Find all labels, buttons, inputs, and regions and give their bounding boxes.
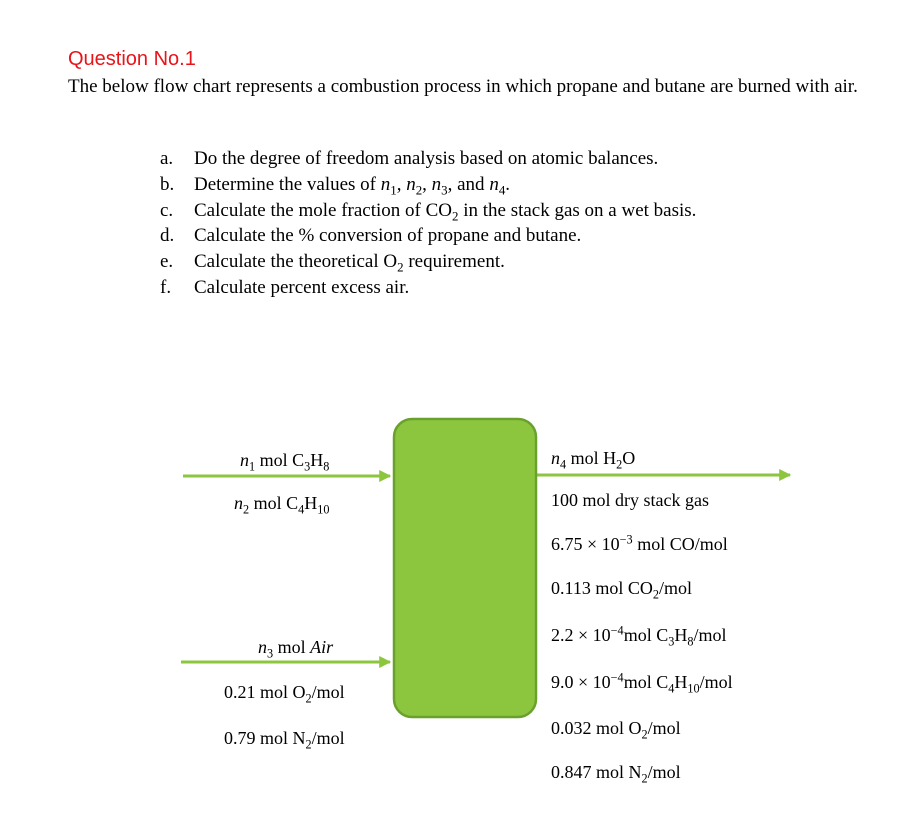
feed2-n2-label: 0.79 mol $N_2$/mol [224, 728, 345, 752]
product-propane-label: $2.2 \times 10^{-4}mol$ $C_3H_8$/mol [551, 623, 727, 649]
feed1-butane-label: $n_2$ mol $C_4H_{10}$ [234, 493, 330, 517]
task-text: Calculate the theoretical $O_2$ requirement. [194, 251, 505, 275]
question-title: Question No.1 [68, 48, 196, 70]
product-butane-label: $9.0 \times 10^{-4}mol$ $C_4H_{10}$/mol [551, 670, 733, 696]
task-text: Calculate percent excess air. [194, 276, 410, 298]
task-text: Calculate the mole fraction of $CO_2$ in the stack gas on a wet basis. [194, 199, 697, 224]
task-text: Determine the values of $n_1$, $n_2$, $n_3$, and $n_4$. [194, 173, 511, 198]
feed2-o2-label: 0.21 mol $O_2$/mol [224, 682, 345, 706]
task-marker: c. [160, 199, 174, 221]
product-n2-label: 0.847 mol $N_2$/mol [551, 762, 681, 786]
product-water-label: $n_4$ mol $H_2O$ [551, 448, 636, 472]
product-o2-label: 0.032 mol $O_2$/mol [551, 718, 681, 742]
task-marker: b. [160, 173, 175, 195]
feed1-propane-label: $n_1$ mol $C_3H_8$ [240, 450, 330, 474]
reactor-box [394, 419, 536, 717]
feed2-air-label: $n_3$ mol Air [258, 637, 334, 661]
task-marker: f. [160, 276, 172, 298]
task-marker: d. [160, 225, 175, 247]
product-co-label: $6.75 \times 10^{-3}$ mol CO/mol [551, 532, 728, 554]
product-co2-label: 0.113 mol $CO_2$/mol [551, 578, 692, 602]
task-text: Calculate the % conversion of propane and butane. [194, 225, 582, 247]
question-intro: The below flow chart represents a combustion process in which propane and butane are burned with air. [68, 76, 858, 97]
task-text: Do the degree of freedom analysis based on atomic balances. [194, 148, 659, 169]
product-stack-label: 100 mol dry stack gas [551, 490, 709, 510]
task-marker: a. [160, 148, 174, 169]
task-marker: e. [160, 251, 174, 273]
